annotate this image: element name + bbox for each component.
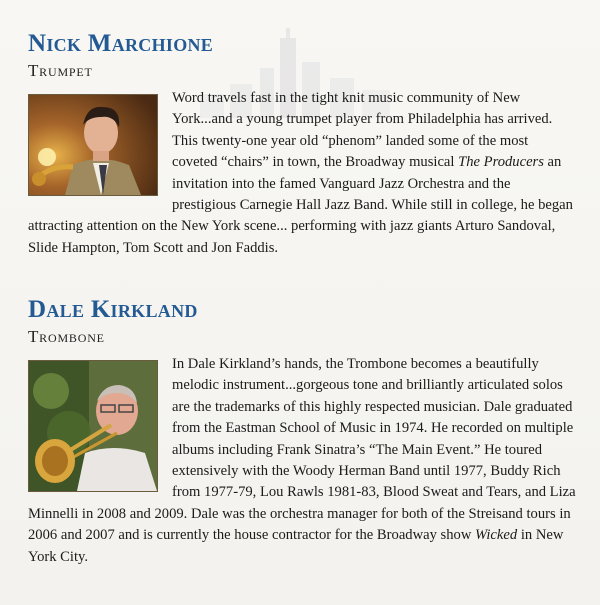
musician-instrument: Trumpet: [28, 61, 93, 80]
musician-instrument: Trombone: [28, 327, 105, 346]
show-title: The Producers: [458, 154, 544, 171]
musician-photo: [28, 94, 158, 196]
bio-text: In Dale Kirkland’s hands, the Trombone becomes a beautifully melodic instrument...gorgeous tone and brilliantly articulated solos are the trademarks of this highly respected musician. Dale graduated from the Eastman School of Music in 1974. He recorded on multiple albums including Frank Sinatra’s “The Main Event.” He toured extensively with the Woody Herman Band until 1977, Buddy Rich from 1977-79, Lou Rawls 1981-83, Blood Sweat and Tears, and Liza Minnelli in 2008 and 2009. Dale was the orchestra manager for both of the Streisand tours in 2006 and 2007 and is currently the house contractor for the Broadway show Wicked in New York City.: [28, 356, 576, 565]
bio-nick-marchione: [28, 30, 576, 259]
musician-name: Nick Marchione: [28, 30, 214, 57]
bio-text: Word travels fast in the tight knit music community of New York...and a young trumpet player from Philadelphia has arrived. This twenty-one year old “phenom” landed some of the most coveted “chairs” in town, the Broadway musical The Producers an invitation into the famed Vanguard Jazz Orchestra and the prestigious Carnegie Hall Jazz Band. While still in college, he began attracting attention on the New York scene... performing with jazz giants Arturo Sandoval, Slide Hampton, Tom Scott and Jon Faddis.: [28, 90, 573, 256]
musician-photo: [28, 360, 158, 492]
bio-dale-kirkland: [28, 296, 576, 568]
musician-name: Dale Kirkland: [28, 296, 198, 323]
show-title: Wicked: [475, 527, 518, 544]
